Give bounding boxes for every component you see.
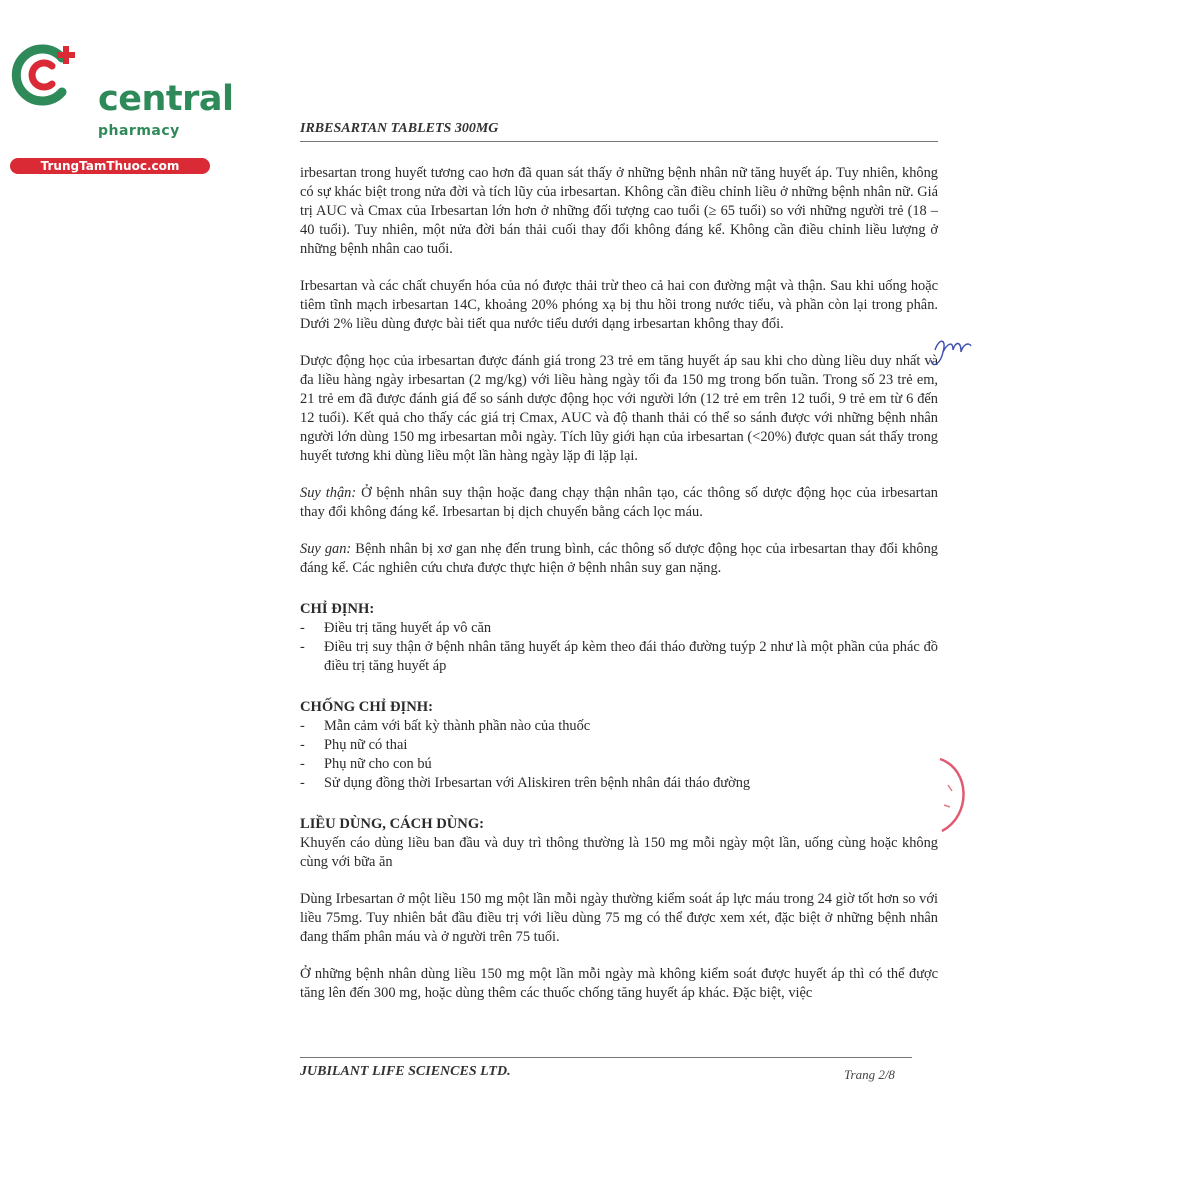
central-pharmacy-logo-icon [10,38,82,110]
renal-text: Ở bệnh nhân suy thận hoặc đang chạy thận nhân tạo, các thông số dược động học của irbesartan thay đổi không đáng kể. Irbesartan bị dịch chuyển bằng cách lọc máu. [300,485,938,520]
footer-divider [300,1057,912,1058]
brand-logo[interactable] [10,38,234,173]
document-header-title: IRBESARTAN TABLETS 300MG [300,121,499,136]
renal-label: Suy thận: [300,485,357,501]
indications-list [300,619,938,676]
contraindications-heading: CHỐNG CHỈ ĐỊNH: [300,699,433,715]
header-divider [300,141,938,142]
signature-initials-icon [925,330,975,375]
hepatic-impairment-paragraph [300,540,938,578]
contraindications-list [300,717,938,793]
dosage-paragraph-2: Dùng Irbesartan ở một liều 150 mg một lần mỗi ngày thường kiểm soát áp lực máu trong 24 giờ tốt hơn so với liều 75mg. Tuy nhiên bắt đầu điều trị với liều dùng 75 mg có thể được xem xét, đặc biệt ở những bệnh nhân đang thẩm phân máu và ở người trên 75 tuổi. [300,891,938,945]
hepatic-label: Suy gan: [300,541,352,557]
renal-impairment-paragraph [300,484,938,522]
hepatic-text: Bệnh nhân bị xơ gan nhẹ đến trung bình, các thông số dược động học của irbesartan thay đổi không đáng kể. Các nghiên cứu chưa được thực hiện ở bệnh nhân suy gan nặng. [300,541,938,576]
list-item: - Sử dụng đồng thời Irbesartan với Aliskiren trên bệnh nhân đái tháo đường [300,774,938,793]
dosage-paragraph-3: Ở những bệnh nhân dùng liều 150 mg một lần mỗi ngày mà không kiểm soát được huyết áp thì có thể được tăng lên đến 300 mg, hoặc dùng thêm các thuốc chống tăng huyết áp khác. Đặc biệt, việc [300,966,938,1001]
red-stamp-fragment-icon [930,755,975,835]
list-item: - Mẫn cảm với bất kỳ thành phần nào của thuốc [300,717,938,736]
elimination-paragraph: Irbesartan và các chất chuyển hóa của nó được thải trừ theo cả hai con đường mật và thận. Sau khi uống hoặc tiêm tĩnh mạch irbesartan 14C, khoảng 20% phóng xạ bị thu hồi trong nước tiểu, và phần còn lại trong phân. Dưới 2% liều dùng được bài tiết qua nước tiểu dưới dạng irbesartan không thay đổi. [300,278,938,332]
pk-gender-age-paragraph: irbesartan trong huyết tương cao hơn đã quan sát thấy ở những bệnh nhân nữ tăng huyết áp. Tuy nhiên, không có sự khác biệt trong nửa đời và tích lũy của irbesartan. Không cần điều chỉnh liều ở những bệnh nhân nữ. Giá trị AUC và Cmax của Irbesartan lớn hơn ở những đối tượng cao tuổi (≥ 65 tuổi) so với những người trẻ (18 – 40 tuổi). Tuy nhiên, một nửa đời bán thải cuối thay đổi không đáng kể. Không cần điều chỉnh liều lượng ở những bệnh nhân cao tuổi. [300,165,938,257]
list-item: - Điều trị tăng huyết áp vô căn [300,619,938,638]
document-body [300,164,938,1003]
list-item: - Phụ nữ có thai [300,736,938,755]
list-item: - Phụ nữ cho con bú [300,755,938,774]
dosage-paragraph-1: Khuyến cáo dùng liều ban đầu và duy trì thông thường là 150 mg mỗi ngày một lần, uống cùng hoặc không cùng với bữa ăn [300,835,938,870]
list-item: - Điều trị suy thận ở bệnh nhân tăng huyết áp kèm theo đái tháo đường tuýp 2 như là một phần của phác đồ điều trị tăng huyết áp [300,638,938,676]
brand-name: central [98,79,234,119]
pediatric-paragraph: Dược động học của irbesartan được đánh giá trong 23 trẻ em tăng huyết áp sau khi cho dùng liều duy nhất và đa liều hàng ngày irbesartan (2 mg/kg) với liều hàng ngày tối đa 150 mg trong bốn tuần. Trong số 23 trẻ em, 21 trẻ em đã được đánh giá để so sánh dược động học với người lớn (12 trẻ em trên 12 tuổi, 9 trẻ em từ 6 đến 12 tuổi). Kết quả cho thấy các giá trị Cmax, AUC và độ thanh thải có thể so sánh được với những bệnh nhân người lớn dùng 150 mg irbesartan mỗi ngày. Tích lũy giới hạn của irbesartan (<20%) được quan sát thấy trong huyết tương khi dùng liều một lần hàng ngày lặp đi lặp lại. [300,353,938,464]
dosage-heading: LIỀU DÙNG, CÁCH DÙNG: [300,816,485,832]
footer-company: JUBILANT LIFE SCIENCES LTD. [300,1064,511,1079]
brand-url[interactable]: TrungTamThuoc.com [10,158,210,174]
page-number: Trang 2/8 [844,1067,895,1082]
brand-subtitle: pharmacy [98,123,180,139]
indications-heading: CHỈ ĐỊNH: [300,601,375,617]
